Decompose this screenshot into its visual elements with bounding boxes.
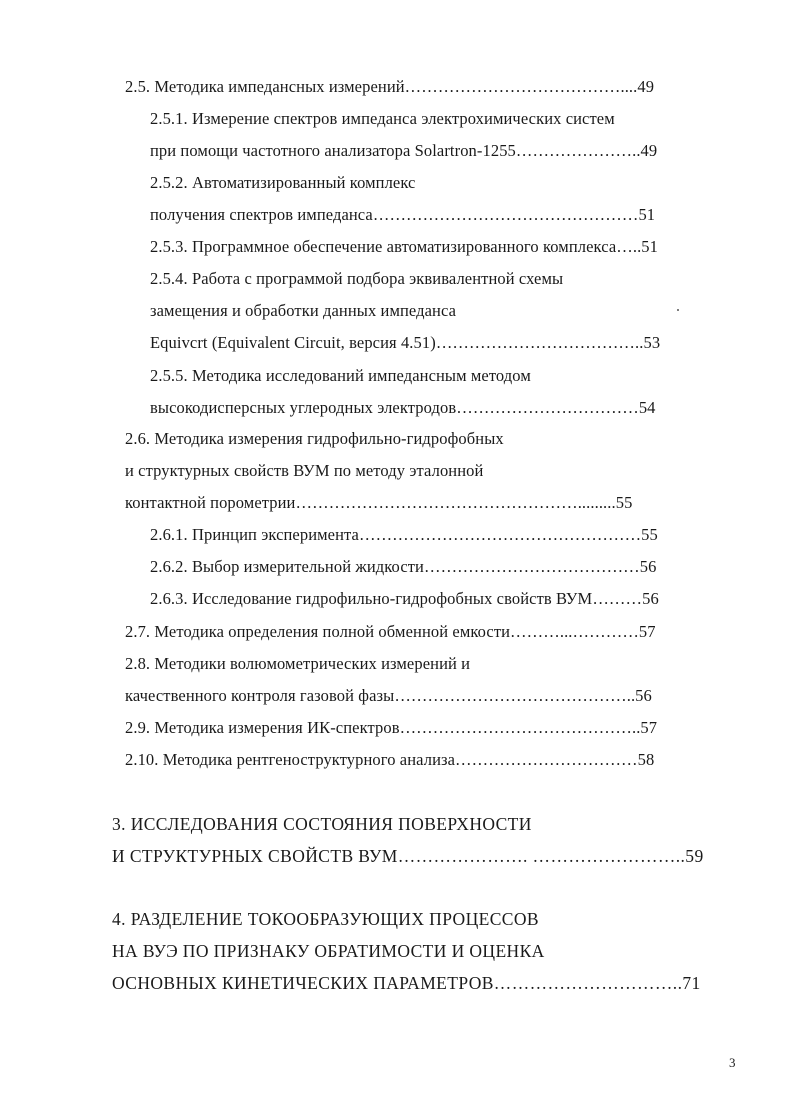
toc-entry-2-5-5-cont: высокодисперсных углеродных электродов……………………………54 — [150, 398, 656, 417]
toc-entry-2-5-1-cont: при помощи частотного анализатора Solartron-1255…………………..49 — [150, 141, 658, 160]
toc-entry-2-9: 2.9. Методика измерения ИК-спектров……………………………………..57 — [125, 718, 658, 737]
toc-entry-2-5-4-cont: замещения и обработки данных импеданса — [150, 301, 457, 320]
chapter-4-title: 4. РАЗДЕЛЕНИЕ ТОКООБРАЗУЮЩИХ ПРОЦЕССОВ — [112, 909, 539, 929]
toc-entry-2-10: 2.10. Методика рентгеноструктурного анализа……………………………58 — [125, 750, 655, 769]
toc-entry-2-6-2: 2.6.2. Выбор измерительной жидкости…………………………………56 — [150, 557, 657, 576]
toc-entry-2-5-3: 2.5.3. Программное обеспечение автоматизированного комплекса…..51 — [150, 237, 659, 256]
toc-entry-2-8: 2.8. Методики волюмометрических измерений и — [125, 654, 471, 673]
toc-entry-2-6-3: 2.6.3. Исследование гидрофильно-гидрофобных свойств ВУМ………56 — [150, 589, 659, 608]
chapter-3-title: 3. ИССЛЕДОВАНИЯ СОСТОЯНИЯ ПОВЕРХНОСТИ — [112, 814, 532, 834]
toc-entry-2-7: 2.7. Методика определения полной обменной емкости………...…………57 — [125, 622, 656, 641]
toc-entry-2-6-cont2: контактной порометрии…………………………………………….........55 — [125, 493, 633, 512]
toc-entry-2-5-1: 2.5.1. Измерение спектров импеданса электрохимических систем — [150, 109, 615, 128]
toc-entry-2-5-2-cont: получения спектров импеданса…………………………………………51 — [150, 205, 656, 224]
toc-entry-2-6: 2.6. Методика измерения гидрофильно-гидрофобных — [125, 429, 504, 448]
toc-entry-2-8-cont: качественного контроля газовой фазы……………………………………..56 — [125, 686, 652, 705]
toc-entry-2-6-cont: и структурных свойств ВУМ по методу эталонной — [125, 461, 484, 480]
toc-entry-2-5-4: 2.5.4. Работа с программой подбора эквивалентной схемы — [150, 269, 564, 288]
toc-entry-2-5-5: 2.5.5. Методика исследований импедансным методом — [150, 366, 531, 385]
chapter-4-title-cont: НА ВУЭ ПО ПРИЗНАКУ ОБРАТИМОСТИ И ОЦЕНКА — [112, 941, 545, 961]
toc-entry-2-5-4-cont2: Equivcrt (Equivalent Circuit, версия 4.51)………………………………..53 — [150, 333, 661, 352]
chapter-4-title-cont2: ОСНОВНЫХ КИНЕТИЧЕСКИХ ПАРАМЕТРОВ…………………………..71 — [112, 973, 701, 993]
chapter-3-title-cont: И СТРУКТУРНЫХ СВОЙСТВ ВУМ…………………. ……………………..59 — [112, 846, 704, 866]
page-number: 3 — [729, 1055, 736, 1070]
scan-speck — [677, 309, 679, 311]
toc-entry-2-6-1: 2.6.1. Принцип эксперимента……………………………………………55 — [150, 525, 658, 544]
toc-entry-2-5-2: 2.5.2. Автоматизированный комплекс — [150, 173, 416, 192]
toc-entry-2-5: 2.5. Методика импедансных измерений…………………………………....49 — [125, 77, 655, 96]
